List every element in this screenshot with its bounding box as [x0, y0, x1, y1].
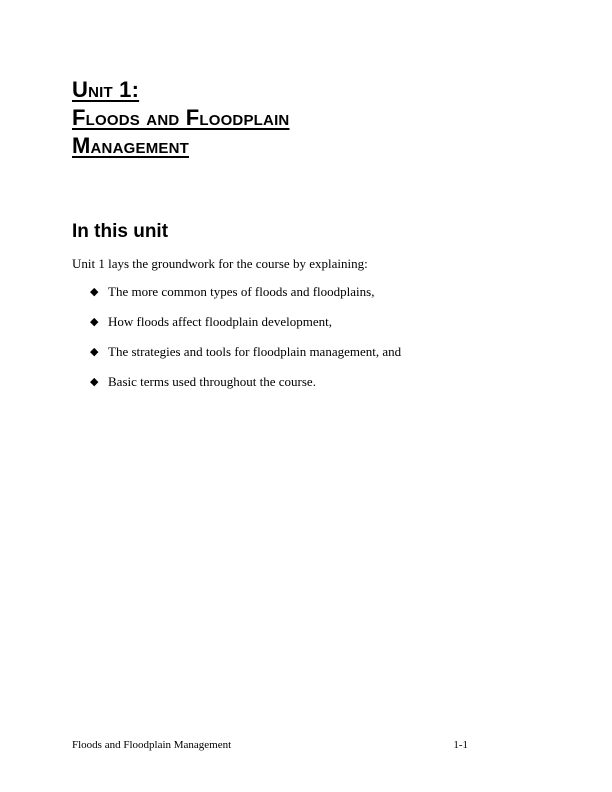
list-item-text: The more common types of floods and floodplains, — [108, 284, 375, 299]
diamond-bullet-icon: ◆ — [90, 346, 99, 358]
list-item-text: Basic terms used throughout the course. — [108, 374, 316, 389]
list-item-text: The strategies and tools for floodplain management, and — [108, 344, 402, 359]
diamond-bullet-icon: ◆ — [90, 316, 99, 328]
list-item-text: How floods affect floodplain development, — [108, 314, 332, 329]
intro-text: Unit 1 lays the groundwork for the course by explaining: — [72, 256, 368, 271]
section-heading: In this unit — [72, 221, 169, 242]
bullet-list — [90, 284, 401, 404]
page-number: 1-1 — [453, 739, 468, 751]
diamond-bullet-icon: ◆ — [90, 376, 99, 388]
title-line-3: Management — [72, 133, 189, 158]
unit-title — [72, 76, 289, 160]
title-line-1: Unit 1: — [72, 77, 140, 102]
footer-title: Floods and Floodplain Management — [72, 739, 232, 751]
list-item — [90, 314, 401, 330]
list-item — [90, 284, 401, 300]
list-item — [90, 374, 401, 390]
diamond-bullet-icon: ◆ — [90, 286, 99, 298]
list-item — [90, 344, 401, 360]
title-line-2: Floods and Floodplain — [72, 105, 290, 130]
